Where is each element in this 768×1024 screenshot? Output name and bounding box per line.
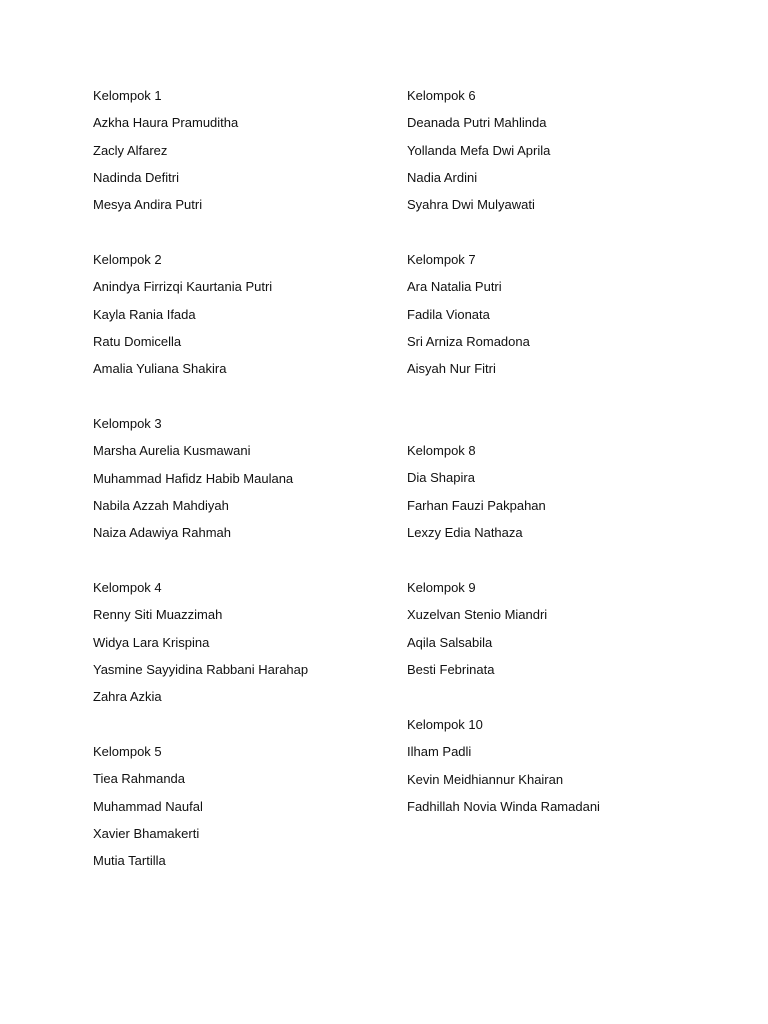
member-name: Dia Shapira	[407, 470, 475, 486]
member-name: Sri Arniza Romadona	[407, 333, 530, 349]
member-name: Nadia Ardini	[407, 169, 478, 185]
member-name: Amalia Yuliana Shakira	[93, 361, 227, 377]
group-title: Kelompok 2	[93, 252, 162, 267]
group-4	[93, 579, 308, 715]
member-name: Nabila Azzah Mahdiyah	[93, 497, 229, 513]
member-name: Besti Febrinata	[407, 661, 495, 677]
group-5	[93, 743, 203, 879]
group-6	[407, 87, 550, 223]
group-title: Kelompok 8	[407, 443, 476, 458]
group-2	[93, 251, 272, 387]
member-name: Deanada Putri Mahlinda	[407, 115, 547, 131]
member-name: Muhammad Naufal	[93, 798, 203, 814]
group-1	[93, 87, 238, 223]
member-name: Mesya Andira Putri	[93, 197, 203, 213]
member-name: Zahra Azkia	[93, 689, 162, 705]
member-name: Tiea Rahmanda	[93, 771, 186, 787]
group-title: Kelompok 9	[407, 580, 476, 595]
member-name: Zacly Alfarez	[93, 142, 168, 158]
group-title: Kelompok 7	[407, 252, 476, 267]
member-name: Anindya Firrizqi Kaurtania Putri	[93, 279, 273, 295]
group-title: Kelompok 4	[93, 580, 162, 595]
member-name: Xavier Bhamakerti	[93, 825, 200, 841]
member-name: Mutia Tartilla	[93, 853, 166, 869]
group-9	[407, 579, 547, 688]
member-name: Ara Natalia Putri	[407, 279, 502, 295]
member-name: Yollanda Mefa Dwi Aprila	[407, 142, 551, 158]
member-name: Lexzy Edia Nathaza	[407, 524, 523, 540]
member-name: Naiza Adawiya Rahmah	[93, 525, 232, 541]
member-name: Aqila Salsabila	[407, 634, 493, 650]
member-name: Marsha Aurelia Kusmawani	[93, 443, 251, 459]
member-name: Ratu Domicella	[93, 333, 182, 349]
group-title: Kelompok 3	[93, 416, 162, 431]
member-name: Kevin Meidhiannur Khairan	[407, 771, 564, 787]
group-title: Kelompok 10	[407, 717, 483, 732]
group-title: Kelompok 5	[93, 744, 162, 759]
member-name: Widya Lara Krispina	[93, 634, 210, 650]
member-name: Syahra Dwi Mulyawati	[407, 197, 535, 213]
group-10	[407, 716, 600, 825]
member-name: Azkha Haura Pramuditha	[93, 115, 239, 131]
member-name: Kayla Rania Ifada	[93, 306, 196, 322]
member-name: Renny Siti Muazzimah	[93, 607, 223, 623]
member-name: Xuzelvan Stenio Miandri	[407, 607, 548, 623]
member-name: Fadhillah Novia Winda Ramadani	[407, 798, 600, 814]
group-3	[93, 415, 293, 551]
group-8	[407, 442, 546, 551]
member-name: Nadinda Defitri	[93, 169, 179, 185]
member-name: Muhammad Hafidz Habib Maulana	[93, 470, 294, 486]
member-name: Ilham Padli	[407, 744, 472, 760]
member-name: Farhan Fauzi Pakpahan	[407, 497, 546, 513]
group-title: Kelompok 6	[407, 88, 476, 103]
group-7	[407, 251, 530, 387]
member-name: Fadila Vionata	[407, 306, 490, 322]
group-title: Kelompok 1	[93, 88, 162, 103]
member-name: Yasmine Sayyidina Rabbani Harahap	[93, 661, 309, 677]
member-name: Aisyah Nur Fitri	[407, 361, 496, 377]
